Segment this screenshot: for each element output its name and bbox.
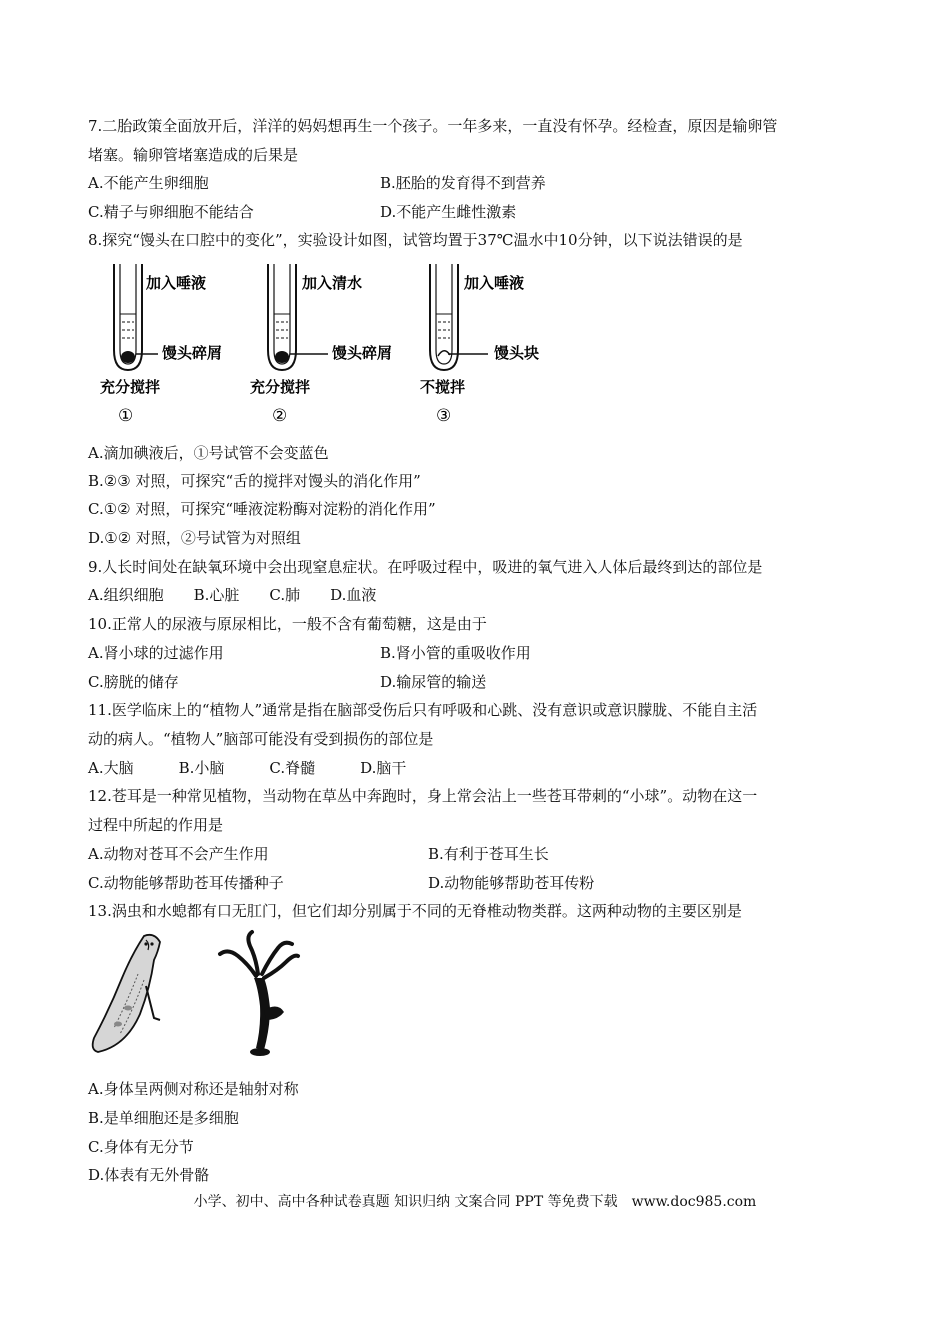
- q7-option-a: A.不能产生卵细胞: [88, 174, 209, 192]
- q7-stem-line2: 堵塞。输卵管堵塞造成的后果是: [88, 146, 299, 164]
- tube-2-top-label: 加入清水: [302, 274, 363, 292]
- q13-option-d: D.体表有无外骨骼: [88, 1166, 210, 1184]
- q12-stem-line1: 12.苍耳是一种常见植物，当动物在草丛中奔跑时，身上常会沾上一些苍耳带刺的“小球”。动物在这一: [88, 787, 758, 805]
- q8-stem: 8.探究“馒头在口腔中的变化”，实验设计如图，试管均置于37℃温水中10分钟，以下说法错误的是: [88, 231, 743, 249]
- tube-2-side-label: 馒头碎屑: [332, 344, 393, 362]
- q8-option-a: A.滴加碘液后，①号试管不会变蓝色: [88, 444, 329, 462]
- q13-option-c: C.身体有无分节: [88, 1138, 194, 1156]
- q7-option-d: D.不能产生雌性激素: [380, 203, 517, 221]
- q12-option-b: B.有利于苍耳生长: [428, 845, 549, 863]
- q11-stem-line1: 11.医学临床上的“植物人”通常是指在脑部受伤后只有呼吸和心跳、没有意识或意识朦胧、不能自主活: [88, 701, 758, 719]
- q9-stem: 9.人长时间处在缺氧环境中会出现窒息症状。在呼吸过程中，吸进的氧气进入人体后最终到达的部位是: [88, 558, 763, 576]
- q8-option-c: C.①② 对照，可探究“唾液淀粉酶对淀粉的消化作用”: [88, 500, 436, 518]
- tube-3-side-label: 馒头块: [494, 344, 540, 362]
- q13-option-b: B.是单细胞还是多细胞: [88, 1109, 239, 1127]
- q7-stem-line1: 7.二胎政策全面放开后，洋洋的妈妈想再生一个孩子。一年多来，一直没有怀孕。经检查，原因是输卵管: [88, 117, 778, 135]
- q7-option-c: C.精子与卵细胞不能结合: [88, 203, 254, 221]
- q10-option-b: B.肾小管的重吸收作用: [380, 644, 531, 662]
- q12-option-a: A.动物对苍耳不会产生作用: [88, 845, 269, 863]
- test-tube-figure: [100, 258, 560, 430]
- q11-stem-line2: 动的病人。“植物人”脑部可能没有受到损伤的部位是: [88, 730, 434, 748]
- tube-1-side-label: 馒头碎屑: [162, 344, 223, 362]
- q10-option-d: D.输尿管的输送: [380, 673, 487, 691]
- q8-option-d: D.①② 对照，②号试管为对照组: [88, 529, 301, 547]
- q11-options: A.大脑 B.小脑 C.脊髓 D.脑干: [88, 759, 407, 777]
- q13-option-a: A.身体呈两侧对称还是轴射对称: [88, 1080, 299, 1098]
- q10-stem: 10.正常人的尿液与原尿相比，一般不含有葡萄糖，这是由于: [88, 615, 487, 633]
- planarian-illustration: [93, 935, 160, 1052]
- q10-option-a: A.肾小球的过滤作用: [88, 644, 224, 662]
- q10-option-c: C.膀胱的储存: [88, 673, 179, 691]
- tube-1-bottom-label: 充分搅拌: [100, 378, 161, 396]
- page-footer: 小学、初中、高中各种试卷真题 知识归纳 文案合同 PPT 等免费下载 www.doc985.com: [193, 1194, 757, 1210]
- tube-1-number: ①: [118, 406, 134, 426]
- hydra-illustration: [220, 932, 298, 1056]
- q9-options: A.组织细胞 B.心脏 C.肺 D.血液: [88, 586, 377, 604]
- tube-3-number: ③: [436, 406, 452, 426]
- tube-2-number: ②: [272, 406, 288, 426]
- q7-option-b: B.胚胎的发育得不到营养: [380, 174, 546, 192]
- animal-figure: [88, 928, 308, 1060]
- tube-3-top-label: 加入唾液: [464, 274, 525, 292]
- q8-option-b: B.②③ 对照，可探究“舌的搅拌对馒头的消化作用”: [88, 472, 421, 490]
- q13-stem: 13.涡虫和水螅都有口无肛门，但它们却分别属于不同的无脊椎动物类群。这两种动物的主要区别是: [88, 902, 742, 920]
- q12-option-d: D.动物能够帮助苍耳传粉: [428, 874, 595, 892]
- tube-1-top-label: 加入唾液: [146, 274, 207, 292]
- q12-option-c: C.动物能够帮助苍耳传播种子: [88, 874, 284, 892]
- tube-3-bottom-label: 不搅拌: [420, 378, 466, 396]
- tube-2-bottom-label: 充分搅拌: [250, 378, 311, 396]
- q12-stem-line2: 过程中所起的作用是: [88, 816, 224, 834]
